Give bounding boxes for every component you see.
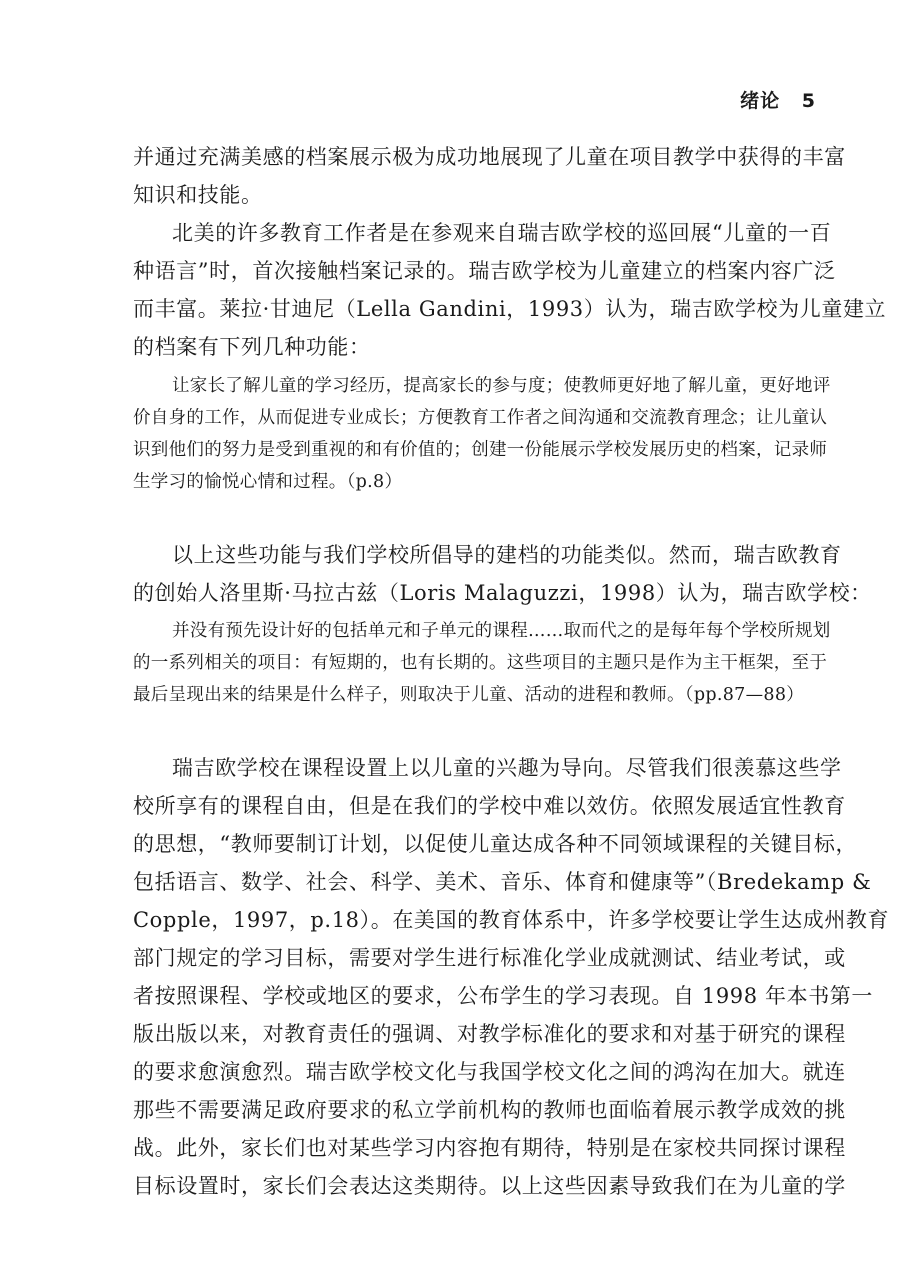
block-quote-line: 最后呈现出来的结果是什么样子，则取决于儿童、活动的进程和教师。（pp.87—88） (133, 685, 805, 705)
paragraph-line: 而丰富。莱拉·甘迪尼（Lella Gandini，1993）认为，瑞吉欧学校为儿童建立 (133, 297, 887, 321)
page-number: 5 (801, 90, 816, 112)
paragraph-line: 校所享有的课程自由，但是在我们的学校中难以效仿。依照发展适宜性教育 (133, 794, 846, 818)
paragraph-line: 知识和技能。 (133, 183, 263, 207)
paragraph-line: 者按照课程、学校或地区的要求，公布学生的学习表现。自 1998 年本书第一 (133, 984, 873, 1008)
paragraph-line: 目标设置时，家长们会表达这类期待。以上这些因素导致我们在为儿童的学 (133, 1174, 846, 1198)
paragraph-line: 的思想，“教师要制订计划，以促使儿童达成各种不同领域课程的关键目标， (133, 832, 858, 856)
paragraph-line: 那些不需要满足政府要求的私立学前机构的教师也面临着展示教学成效的挑 (133, 1098, 846, 1122)
block-quote-line: 生学习的愉悦心情和过程。（p.8） (133, 472, 403, 492)
paragraph-line: Copple，1997，p.18）。在美国的教育体系中，许多学校要让学生达成州教育 (133, 908, 890, 932)
paragraph-line: 的创始人洛里斯·马拉古兹（Loris Malaguzzi，1998）认为，瑞吉欧学校： (133, 581, 872, 605)
running-header (740, 86, 816, 113)
block-quote-line: 的一系列相关的项目：有短期的，也有长期的。这些项目的主题只是作为主干框架，至于 (133, 653, 828, 673)
paragraph-line: 并通过充满美感的档案展示极为成功地展现了儿童在项目教学中获得的丰富 (133, 145, 846, 169)
paragraph-line: 瑞吉欧学校在课程设置上以儿童的兴趣为导向。尽管我们很羡慕这些学 (172, 756, 842, 780)
chapter-title: 绪论 (740, 90, 781, 112)
paragraph-line: 的档案有下列几种功能： (133, 335, 371, 359)
paragraph-line: 包括语言、数学、社会、科学、美术、音乐、体育和健康等”（Bredekamp & (133, 870, 872, 894)
paragraph-line: 种语言”时，首次接触档案记录的。瑞吉欧学校为儿童建立的档案内容广泛 (133, 259, 836, 283)
paragraph-line: 部门规定的学习目标，需要对学生进行标准化学业成就测试、结业考试，或 (133, 946, 846, 970)
block-quote-line: 价自身的工作，从而促进专业成长；方便教育工作者之间沟通和交流教育理念；让儿童认 (133, 408, 828, 428)
paragraph-line: 战。此外，家长们也对某些学习内容抱有期待，特别是在家校共同探讨课程 (133, 1136, 846, 1160)
paragraph-line: 版出版以来，对教育责任的强调、对教学标准化的要求和对基于研究的课程 (133, 1022, 846, 1046)
paragraph-line: 以上这些功能与我们学校所倡导的建档的功能类似。然而，瑞吉欧教育 (172, 543, 842, 567)
block-quote-line: 并没有预先设计好的包括单元和子单元的课程……取而代之的是每年每个学校所规划 (172, 621, 831, 641)
paragraph-line: 北美的许多教育工作者是在参观来自瑞吉欧学校的巡回展“儿童的一百 (172, 221, 832, 245)
paragraph-line: 的要求愈演愈烈。瑞吉欧学校文化与我国学校文化之间的鸿沟在加大。就连 (133, 1060, 846, 1084)
block-quote-line: 让家长了解儿童的学习经历，提高家长的参与度；使教师更好地了解儿童，更好地评 (172, 376, 831, 396)
block-quote-line: 识到他们的努力是受到重视的和有价值的；创建一份能展示学校发展历史的档案，记录师 (133, 440, 828, 460)
